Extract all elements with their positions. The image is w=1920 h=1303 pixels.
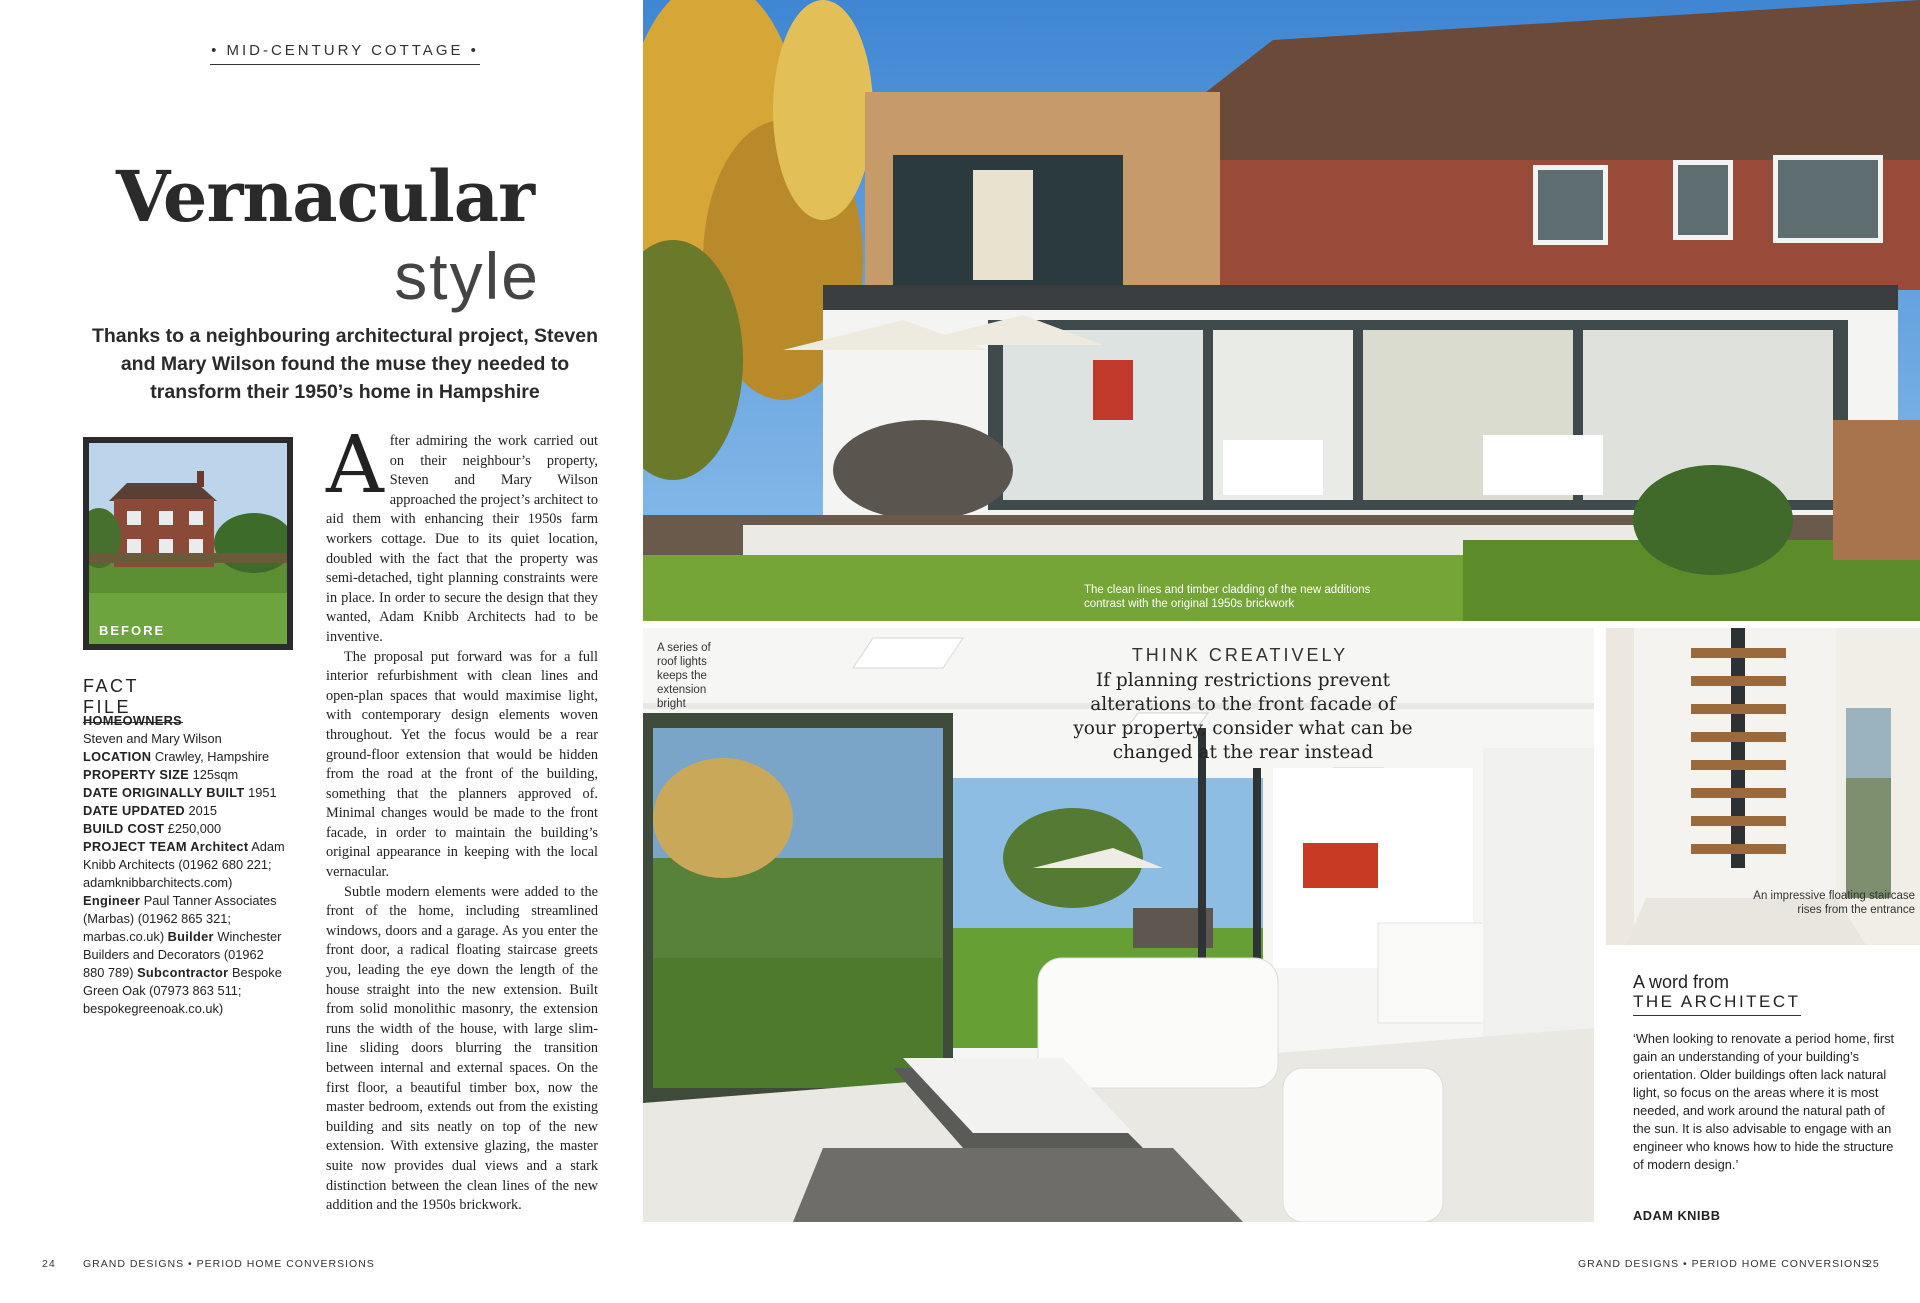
tip-body: If planning restrictions prevent alterations to the front facade of your property, consider what can be changed at the rear instead [1073,670,1413,763]
fact-label: BUILD COST [83,821,165,836]
exterior-caption: The clean lines and timber cladding of the new additions contrast with the original 1950s brickwork [1084,584,1371,610]
paragraph-1-text: fter admiring the work carried out on their neighbour’s property, Steven and Mary Wilson approached the project’s architect to aid them with enhancing their 1950s farm workers cottage. Due to its quiet location, doubled with the fact that the property was semi-detached, tight planning constraints were in place. In order to secure the design that they wanted, Adam Knibb Architects had to be inventive. [326,433,598,645]
fact-label: LOCATION [83,749,152,764]
fact-item [83,839,285,890]
page-number-left: 24 [42,1258,56,1270]
architect-heading: A word from [1633,972,1730,992]
fact-item [83,713,222,746]
paragraph-3: Subtle modern elements were added to the front of the home, including streamlined windows, doors and a garage. As you enter the front door, a radical floating staircase greets you, leading the eye down the length of the house straight into the new extension. Built from solid monolithic masonry, the extension runs the width of the house, with large slim-line sliding doors blurring the transition between internal and external spaces. On the first floor, a beautiful timber box, now the master bedroom, extends out from the existing building and sits neatly on top of the new extension. With extensive glazing, the master suite now provides dual views and a stark distinction between the clean lines of the new addition and the 1950s brickwork. [326,883,598,1214]
paragraph-1 [326,418,598,648]
fact-value: Crawley, Hampshire [154,749,270,764]
footer-right: GRAND DESIGNS • PERIOD HOME CONVERSIONS [1578,1258,1870,1270]
fact-label: HOMEOWNERS [83,713,182,728]
fact-item [83,821,221,836]
fact-label: Subcontractor [137,965,229,980]
fact-value: Paul Tanner Associates (Marbas) (01962 865 321; marbas.co.uk) [83,893,277,944]
standfirst: Thanks to a neighbouring architectural project, Steven and Mary Wilson found the muse they needed to transform their 1950’s home in Hampshire [91,325,598,403]
fact-label: DATE ORIGINALLY BUILT [83,785,245,800]
fact-value: 1951 [248,785,277,800]
fact-item [83,767,238,782]
before-photo-frame [83,437,293,650]
fact-value: Adam Knibb Architects (01962 680 221; adamknibbarchitects.com) [83,839,285,890]
section-label: • MID-CENTURY COTTAGE • [210,42,480,65]
article-body [326,418,598,1216]
fact-label: PROJECT TEAM Architect [83,839,249,854]
rooflights-caption: A series of roof lights keeps the extension bright [657,642,711,710]
fact-item [83,785,277,800]
fact-label: Engineer [83,893,141,908]
page-title: Vernacular [116,155,534,238]
architect-name: ADAM KNIBB [1633,1208,1721,1223]
page-number-right: 25 [1866,1258,1880,1270]
before-label: BEFORE [99,623,166,638]
paragraph-2: The proposal put forward was for a full interior refurbishment with clean lines and open-plan spaces that would maximise light, with contemporary design elements woven throughout. Yet the focus would be a rear ground-floor extension that would be hidden from the road at the front of the building, something that the planners approved of. Minimal changes would be made to the front facade, in order to maintain the building’s original appearance in keeping with the local vernacular. [326,648,598,881]
staircase-caption: An impressive floating staircase rises from the entrance [1753,890,1915,916]
fact-label: PROPERTY SIZE [83,767,190,782]
fact-value: 125sqm [192,767,239,782]
fact-value: Winchester Builders and Decorators (01962 880 789) [83,929,282,980]
architect-heading-emphasis: THE ARCHITECT [1633,992,1801,1016]
footer-left: GRAND DESIGNS • PERIOD HOME CONVERSIONS [83,1258,375,1270]
fact-value: Bespoke Green Oak (07973 863 511; bespokegreenoak.co.uk) [83,965,282,1016]
fact-value: 2015 [188,803,217,818]
fact-item [83,803,217,818]
fact-item [83,749,269,764]
fact-label: Builder [167,929,214,944]
fact-file-list [83,712,288,1018]
tip-heading: THINK CREATIVELY [1131,645,1349,665]
fact-file-heading: FACT FILE [83,676,183,723]
exterior-photo [643,0,1920,621]
fact-value: £250,000 [167,821,222,836]
fact-label: DATE UPDATED [83,803,185,818]
fact-value: Steven and Mary Wilson [83,731,222,746]
architect-quote: ‘When looking to renovate a period home, first gain an understanding of your building’s orientation. Older buildings often lack natural light, so focus on the areas where it is most needed, and work around the natural path of the sun. It is also advisable to engage with an engineer who knows how to hide the structure of modern design.’ [1633,1031,1895,1172]
page-title-subline: style [394,239,540,313]
dropcap: A [326,418,384,511]
before-photo [89,443,287,644]
